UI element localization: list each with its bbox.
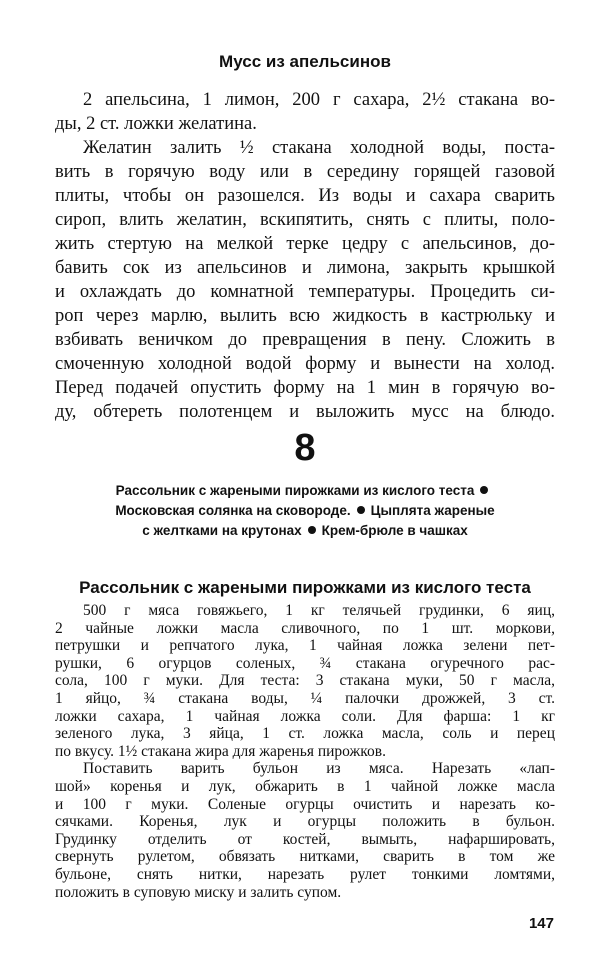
text-line: Грудинку отделить от костей, вымыть, нафаршировать, <box>55 830 555 848</box>
text-line: бульоне, снять нитки, нарезать рулет тонкими ломтями, <box>55 866 555 883</box>
bullet-icon <box>308 526 316 534</box>
text-line: 1 яйцо, ¾ стакана воды, ¼ палочки дрожжей, 3 ст. <box>55 690 555 707</box>
text-line: бавить сок из апельсинов и лимона, закрыть крышкой <box>55 258 555 278</box>
contents-line <box>55 502 555 520</box>
text-line: ду, обтереть полотенцем и выложить мусс на блюдо. <box>55 402 555 422</box>
contents-item: Цыплята жареные <box>370 503 495 518</box>
text-line: и охлаждать до комнатной температуры. Процедить си- <box>55 282 555 302</box>
recipe-title-orange-mousse: Мусс из апельсинов <box>219 52 391 71</box>
text-line: сячками. Коренья, лук и огурцы положить в бульон. <box>55 813 555 831</box>
page-number: 147 <box>528 915 554 932</box>
bullet-icon <box>357 506 365 514</box>
text-line: ды, 2 ст. ложки желатина. <box>55 114 257 134</box>
text-line: сироп, влить желатин, вскипятить, снять с плиты, поло- <box>55 210 555 230</box>
text-line: вить в горячую воду или в середину горящей газовой <box>55 162 555 182</box>
recipe-title-rassolnik: Рассольник с жареными пирожками из кислого теста <box>79 578 531 597</box>
text-line: взбивать веничком до превращения в пену. Сложить в <box>55 330 555 350</box>
contents-item: Московская солянка на сковороде. <box>115 503 351 518</box>
text-line: роп через марлю, вылить всю жидкость в кастрюльку и <box>55 306 555 326</box>
text-line: положить в суповую миску и залить супом. <box>55 883 342 901</box>
text-line: рушки, 6 огурцов соленых, ¾ стакана огуречного рас- <box>55 654 555 672</box>
text-line: свернуть рулетом, обвязать нитками, сварить в том же <box>55 848 555 866</box>
bullet-icon <box>480 486 488 494</box>
contents-item: Рассольник с жареными пирожками из кислого теста <box>115 483 475 498</box>
text-line: сола, 100 г муки. Для теста: 3 стакана муки, 50 г масла, <box>55 672 555 690</box>
text-line: Поставить варить бульон из мяса. Нарезать «лап- <box>83 760 555 778</box>
contents-item: Крем-брюле в чашках <box>321 523 468 538</box>
contents-line <box>55 482 555 500</box>
text-line: плиты, чтобы он разошелся. Из воды и сахара сварить <box>55 186 555 206</box>
text-line: жить стертую на мелкой терке цедру с апельсинов, до- <box>55 234 555 254</box>
text-line: ложки сахара, 1 чайная ложка соли. Для фарша: 1 кг <box>55 707 555 725</box>
text-line: Перед подачей опустить форму на 1 мин в горячую во- <box>55 378 555 398</box>
text-line: 2 чайные ложки масла сливочного, по 1 шт. моркови, <box>55 619 555 637</box>
contents-line <box>55 522 555 540</box>
text-line: шой» коренья и лук, обжарить в 1 чайной ложке масла <box>55 778 555 795</box>
text-line: смоченную холодной водой форму и вынести на холод. <box>55 354 555 374</box>
text-line: 2 апельсина, 1 лимон, 200 г сахара, 2½ стакана во- <box>83 90 555 110</box>
contents-item: с желтками на крутонах <box>142 523 302 538</box>
text-line: зеленого лука, 3 яйца, 1 ст. ложка масла, соль и перец <box>55 725 555 743</box>
text-line: Желатин залить ½ стакана холодной воды, поста- <box>83 138 555 158</box>
text-line: по вкусу. 1½ стакана жира для жаренья пирожков. <box>55 742 386 760</box>
text-line: петрушки и репчатого лука, 1 чайная ложка зелени пет- <box>55 637 555 655</box>
chapter-number: 8 <box>294 427 316 469</box>
text-line: и 100 г муки. Соленые огурцы очистить и нарезать ко- <box>55 795 555 813</box>
text-line: 500 г мяса говяжьего, 1 кг телячьей грудинки, 6 яиц, <box>83 602 555 619</box>
